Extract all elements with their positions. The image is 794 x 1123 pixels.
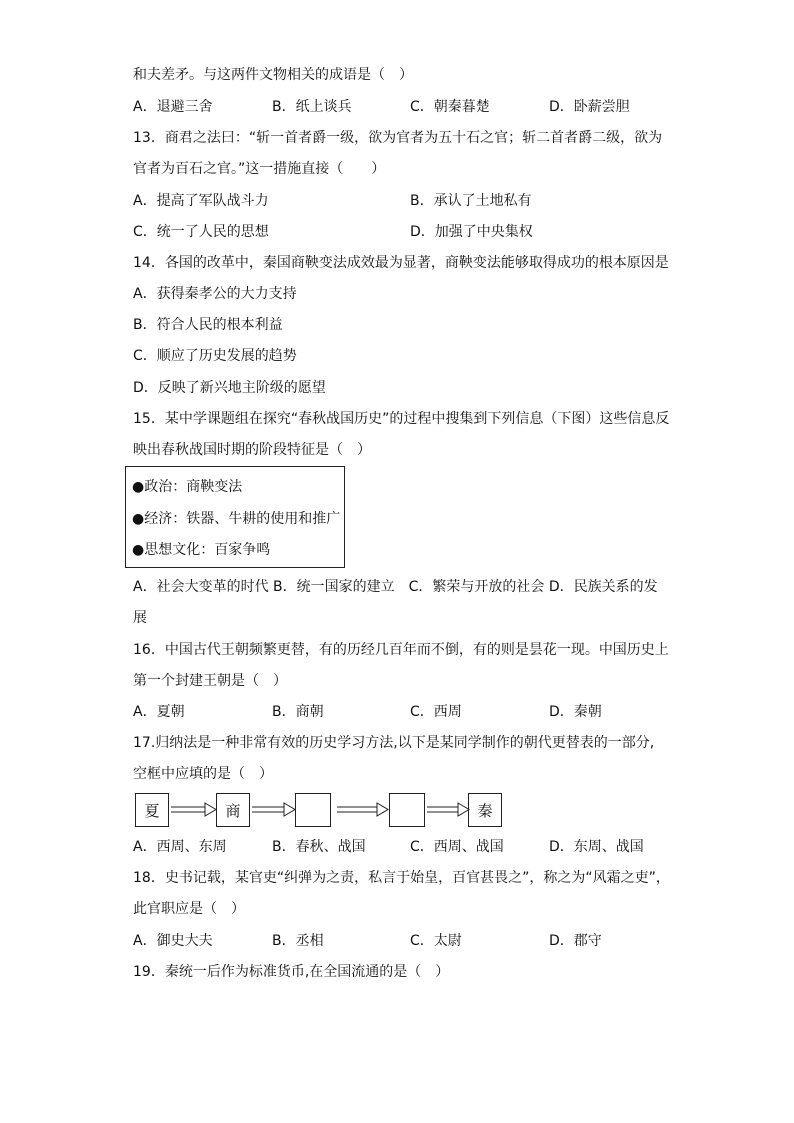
q16-stem-line1: 16．中国古代王朝频繁更替，有的历经几百年而不倒，有的则是昙花一现。中国历史上	[133, 642, 669, 658]
q18-option-c: C．太尉	[410, 933, 462, 949]
q13-stem-line1: 13．商君之法曰：“斩一首者爵一级，欲为官者为五十石之官；斩二首者爵二级，欲为	[133, 130, 663, 146]
flow-box-blank-1	[295, 793, 331, 827]
q17-option-c: C．西周、战国	[410, 839, 504, 855]
q15-options-line1: A．社会大变革的时代 B．统一国家的建立 C．繁荣与开放的社会 D．民族关系的发	[133, 579, 658, 595]
q15-info-box	[125, 466, 345, 568]
flow-arrow-1	[171, 802, 217, 818]
q16-stem-line2: 第一个封建王朝是（ ）	[133, 673, 287, 689]
q13-option-c: C．统一了人民的思想	[133, 224, 269, 240]
q14-option-a: A．获得秦孝公的大力支持	[133, 286, 297, 302]
flow-arrow-2	[252, 802, 296, 818]
flow-box-qin: 秦	[468, 793, 502, 827]
q12-option-a: A．退避三舍	[133, 99, 213, 115]
q14-option-b: B．符合人民的根本利益	[133, 317, 283, 333]
info-culture: ●思想文化：百家争鸣	[132, 542, 271, 558]
q17-stem-line1: 17.归纳法是一种非常有效的历史学习方法,以下是某同学制作的朝代更替表的一部分,	[133, 735, 655, 751]
q17-option-d: D．东周、战国	[549, 839, 644, 855]
q15-stem-line1: 15．某中学课题组在探究“春秋战国历史”的过程中搜集到下列信息（下图）这些信息反	[133, 411, 670, 427]
info-politics: ●政治：商鞅变法	[132, 479, 243, 495]
q14-option-c: C．顺应了历史发展的趋势	[133, 348, 297, 364]
q12-option-c: C．朝秦暮楚	[410, 99, 490, 115]
q18-stem-line2: 此官职应是（ ）	[133, 901, 245, 917]
flow-arrow-3	[337, 802, 389, 818]
q12-stem-tail: 和夫差矛。与这两件文物相关的成语是（ ）	[133, 67, 413, 83]
q17-option-a: A．西周、东周	[133, 839, 227, 855]
q12-option-d: D．卧薪尝胆	[549, 99, 630, 115]
q13-option-b: B．承认了土地私有	[410, 193, 532, 209]
q15-options-line2: 展	[133, 610, 147, 626]
q16-option-c: C．西周	[410, 704, 462, 720]
q13-option-d: D．加强了中央集权	[410, 224, 533, 240]
q13-option-a: A．提高了军队战斗力	[133, 193, 269, 209]
flow-box-blank-2	[389, 793, 425, 827]
q15-stem-line2: 映出春秋战国时期的阶段特征是（ ）	[133, 442, 371, 458]
q16-option-b: B．商朝	[272, 704, 324, 720]
q16-option-d: D．秦朝	[549, 704, 602, 720]
q13-stem-line2: 官者为百石之官。”这一措施直接（ ）	[133, 161, 386, 177]
q14-option-d: D．反映了新兴地主阶级的愿望	[133, 380, 326, 396]
q19-stem: 19．秦统一后作为标准货币,在全国流通的是（ ）	[133, 964, 450, 980]
q18-stem-line1: 18．史书记载，某官吏“纠弹为之责，私言于始皇，百官甚畏之”，称之为“风霜之吏”，	[133, 870, 670, 886]
q18-option-a: A．御史大夫	[133, 933, 213, 949]
q14-stem: 14．各国的改革中，秦国商鞅变法成效最为显著，商鞅变法能够取得成功的根本原因是	[133, 255, 669, 271]
q18-option-d: D．郡守	[549, 933, 602, 949]
q16-option-a: A．夏朝	[133, 704, 185, 720]
flow-box-shang: 商	[216, 793, 250, 827]
q18-option-b: B．丞相	[272, 933, 324, 949]
q17-stem-line2: 空框中应填的是（ ）	[133, 766, 273, 782]
info-economy: ●经济：铁器、牛耕的使用和推广	[132, 511, 341, 527]
q12-option-b: B．纸上谈兵	[272, 99, 352, 115]
q17-option-b: B．春秋、战国	[272, 839, 366, 855]
flow-box-xia: 夏	[135, 793, 169, 827]
flow-arrow-4	[427, 802, 471, 818]
